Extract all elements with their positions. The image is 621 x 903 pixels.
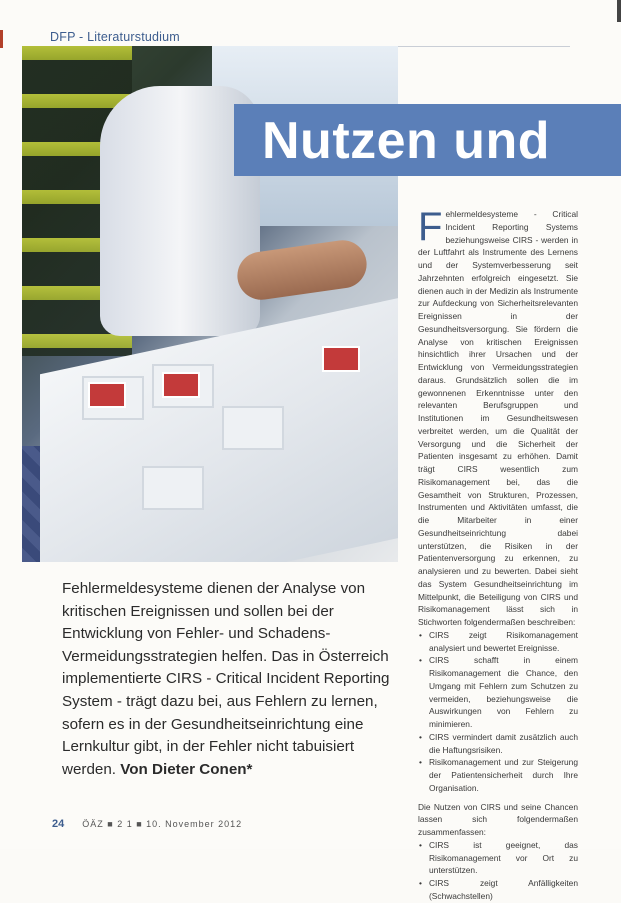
bullet-item: • CIRS zeigt Risikomanagement analysiert und bewertet Ereignisse. — [418, 629, 578, 655]
body-column — [418, 205, 578, 903]
edge-marker — [0, 30, 3, 48]
page-number: 24 — [52, 818, 65, 830]
intro-paragraph: ehlermeldesysteme - Critical Incident Reporting Systems beziehungsweise CIRS - werden in der Luftfahrt als Instrumente des Lernens und der Systemverbesserung seit Jahrzehnten erfolgreich eingesetzt. Sie dienen auch in der Medizin als Instrumente zur Aufdeckung von Sicherheitsrelevanten Ereignissen in der Gesundheitsversorgung. Sie fördern die Analyse von kritischen Ereignissen hinsichtlich ihrer Ursachen und der Entwicklung von Vermeidungsstrategien daraus. Grundsätzlich sollen die im gewonnenen Erkenntnisse unter den relevanten Berufsgruppen und Institutionen im Gesundheitswesen verbreitet werden, um die Qualität der Versorgung und die Sicherheit der Patienten insgesamt zu erhöhen. Damit trägt CIRS wesentlich zum Risikomanagement bei, das die Gesamtheit von Strukturen, Prozessen, Instrumenten und Aktivitäten umfasst, die die Mitarbeiter in einer Gesundheitseinrichtung dabei unterstützen, die Risiken in der Patientenversorgung zu erkennen, zu analysieren und zu bewerten. Dabei sieht das System Gesundheitseinrichtung im Mittelpunkt, die Beteiligung von CIRS und Risikomanagement lässt sich in Stichworten folgendermaßen beschreiben: — [418, 209, 578, 627]
bullet-item: • CIRS vermindert damit zusätzlich auch die Haftungsrisiken. — [418, 731, 578, 757]
photo-medicine-pack — [322, 346, 360, 372]
bullet-item: • CIRS ist geeignet, das Risikomanagement vor Ort zu unterstützen. — [418, 839, 578, 877]
photo-tray-compartment — [142, 466, 204, 510]
issue-info: ÖÄZ ■ 2 1 ■ 10. November 2012 — [82, 819, 243, 829]
article-title: Nutzen und — [262, 112, 551, 170]
photo-medicine-pack — [88, 382, 126, 408]
edge-marker-right — [617, 0, 621, 22]
page-footer — [52, 818, 242, 830]
photo-tray-compartment — [222, 406, 284, 450]
section-label: DFP - Literaturstudium — [50, 30, 180, 44]
lead-paragraph — [62, 578, 402, 781]
bullet-item: • CIRS zeigt Anfälligkeiten (Schwachstellen) — [418, 877, 578, 903]
lead-text: Fehlermeldesysteme dienen der Analyse von kritischen Ereignissen und sollen bei der Entwicklung von Fehler- und Schadens-Vermeidungsstrategien helfen. Das in Österreich implementierte CIRS - Critical Incident Reporting System - trägt dazu bei, aus Fehlern zu lernen, sofern es in der Gesundheitseinrichtung eine Lernkultur gibt, in der Fehler nicht tabuisiert werden. — [62, 580, 390, 778]
bullet-list — [418, 629, 578, 795]
outro-paragraph: Die Nutzen von CIRS und seine Chancen lassen sich folgendermaßen zusammenfassen: — [418, 801, 578, 837]
author-byline: Von Dieter Conen* — [120, 760, 253, 778]
bullet-item: • Risikomanagement und zur Steigerung der Patientensicherheit durch Ihre Organisation. — [418, 756, 578, 794]
photo-medicine-pack — [162, 372, 200, 398]
drop-cap: F — [418, 205, 443, 249]
bullet-list-2 — [418, 839, 578, 903]
bullet-item: • CIRS schafft in einem Risikomanagement die Chance, den Umgang mit Fehlern zum Schutzen zu vermeiden, beziehungsweise die Auswirkungen von Fehlern zu minimieren. — [418, 654, 578, 731]
